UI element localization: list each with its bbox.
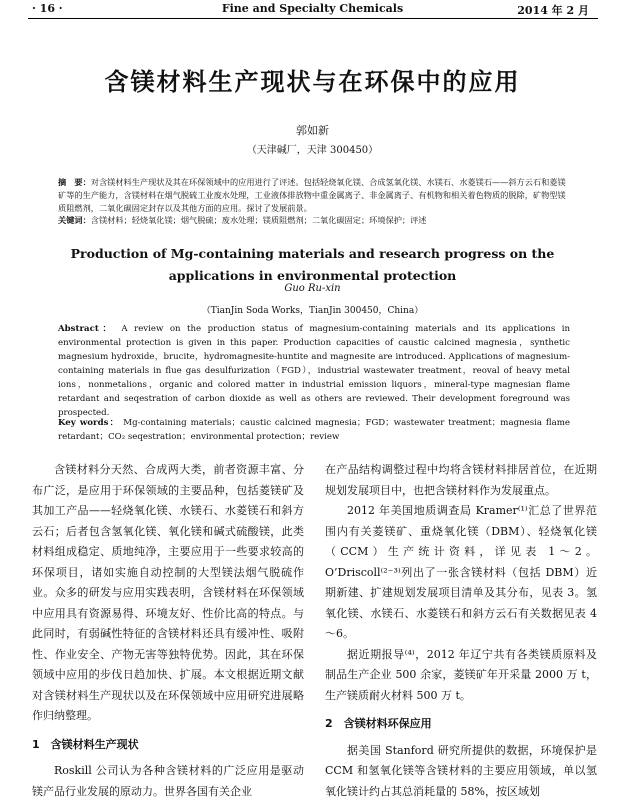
english-keywords [58, 416, 570, 444]
section-heading-1: 1 含镁材料生产现状 [32, 735, 304, 756]
chinese-affiliation: （天津碱厂，天津 300450） [0, 141, 625, 156]
liaoning-paragraph: 据近期报导⁽⁴⁾，2012 年辽宁共有各类镁质原料及制品生产企业 500 余家，菱镁矿年开采量 2000 万 t，生产镁质耐火材料 500 万 t。 [325, 645, 597, 707]
english-abstract-label: Abstract： [58, 324, 115, 334]
english-title-line-1: Production of Mg-containing materials and research progress on the [40, 243, 585, 265]
english-title-line-2: applications in environmental protection [40, 265, 585, 287]
chinese-keywords-label: 关键词： [58, 215, 91, 225]
chinese-abstract-text: 对含镁材料生产现状及其在环保领域中的应用进行了评述。包括轻烧氧化镁、合成氢氧化镁、水镁石、水菱镁石——斜方云石和菱镁矿等的生产能力，含镁材料在烟气脱硫工业废水处理，工业液体排放物中重金属离子、非金属离子、有机物和相关着色物质的脱除，矿物型镁质阻燃剂，二氧化碳固定封存以及其他方面的应用。探讨了发展前景。 [58, 177, 566, 213]
chinese-title: 含镁材料生产现状与在环保中的应用 [0, 62, 625, 97]
english-keywords-label: Key words： [58, 418, 119, 428]
page-number: · 16 · [32, 2, 63, 15]
header-rule [28, 18, 598, 19]
usgs-paragraph: 2012 年美国地质调查局 Kramer⁽¹⁾汇总了世界范围内有关菱镁矿、重烧氧化镁（DBM）、轻烧氧化镁（CCM）生产统计资料，详见表 1～2。O’Driscoll⁽²⁻³⁾列出了一张含镁材料（包括 DBM）近期新建、扩建规划发展项目清单及其分布，见表 3。氢氧化镁、水镁石、水菱镁石和斜方云石有关数据见表 4～6。 [325, 501, 597, 645]
section-1-paragraph: Roskill 公司认为各种含镁材料的广泛应用是驱动镁产品行业发展的原动力。世界各国有关企业 [32, 761, 304, 802]
english-title [40, 243, 585, 287]
english-author: Guo Ru-xin [0, 283, 625, 294]
continued-paragraph: 在产品结构调整过程中均将含镁材料排居首位，在近期规划发展项目中，也把含镁材料作为发展重点。 [325, 460, 597, 501]
section-heading-2: 2 含镁材料环保应用 [325, 714, 597, 735]
english-abstract-text: A review on the production status of magnesium-containing materials and its applications in environmental protection is given in this paper. Production capacities of caustic calcined magnesia，synthetic magnesium hydroxide，brucite，hydromagnesite-huntite and magnesite are introduced. Applications of magnesium-containing materials in flue gas desulfurization（FGD），industrial wastewater treatment，reoval of heavy metal ions，nonmetalions，organic and colored matter in industrial emission liquors，mineral-type magnesian flame retardant and seqestration of carbon dioxide as well as others are reviewed. Their development foreground was prospected. [58, 324, 570, 418]
chinese-author: 郭如新 [0, 122, 625, 138]
english-abstract [58, 322, 570, 420]
issue-date: 2014 年 2 月 [517, 2, 589, 18]
journal-name: Fine and Specialty Chemicals [0, 2, 625, 15]
english-keywords-text: Mg-containing materials；caustic calcined magnesia；FGD；wastewater treatment；magnesia flame retardant；CO₂ seqestration；environmental protection；review [58, 418, 570, 442]
chinese-keywords [58, 214, 570, 227]
intro-paragraph: 含镁材料分天然、合成两大类，前者资源丰富、分布广泛，是应用于环保领域的主要品种，包括菱镁矿及其加工产品——轻烧氧化镁、水镁石、水菱镁石和斜方云石；后者包含氢氧化镁、氧化镁和碱式硫酸镁，此类材料组成稳定、质地纯净，主要应用于一些要求较高的环保项目，诸如实施自动控制的大型镁法烟气脱硫作业。众多的研发与应用实践表明，含镁材料在环保领域中应用具有资源易得、环境友好、性价比高的特点。与此同时，有弱碱性特征的含镁材料还具有缓冲性、吸附性、作业安全、产物无害等独特优势。因此，其在环保领域中应用的步伐日趋加快、扩展。本文根据近期文献对含镁材料生产现状以及在环保领域中应用研究进展略作归纳整理。 [32, 460, 304, 727]
chinese-abstract-label: 摘 要： [58, 177, 91, 187]
english-affiliation: （TianJin Soda Works，TianJin 300450，China） [0, 303, 625, 316]
chinese-keywords-text: 含镁材料；轻烧氧化镁；烟气脱硫；废水处理；镁质阻燃剂；二氧化碳固定；环境保护；评述 [91, 215, 427, 225]
body-right-column [325, 460, 597, 802]
stanford-paragraph: 据美国 Stanford 研究所提供的数据，环境保护是 CCM 和氢氧化镁等含镁材料的主要应用领域，单以氢氧化镁计约占其总消耗量的 58%，按区域划 [325, 741, 597, 802]
chinese-abstract [58, 176, 570, 215]
body-left-column [32, 460, 304, 802]
